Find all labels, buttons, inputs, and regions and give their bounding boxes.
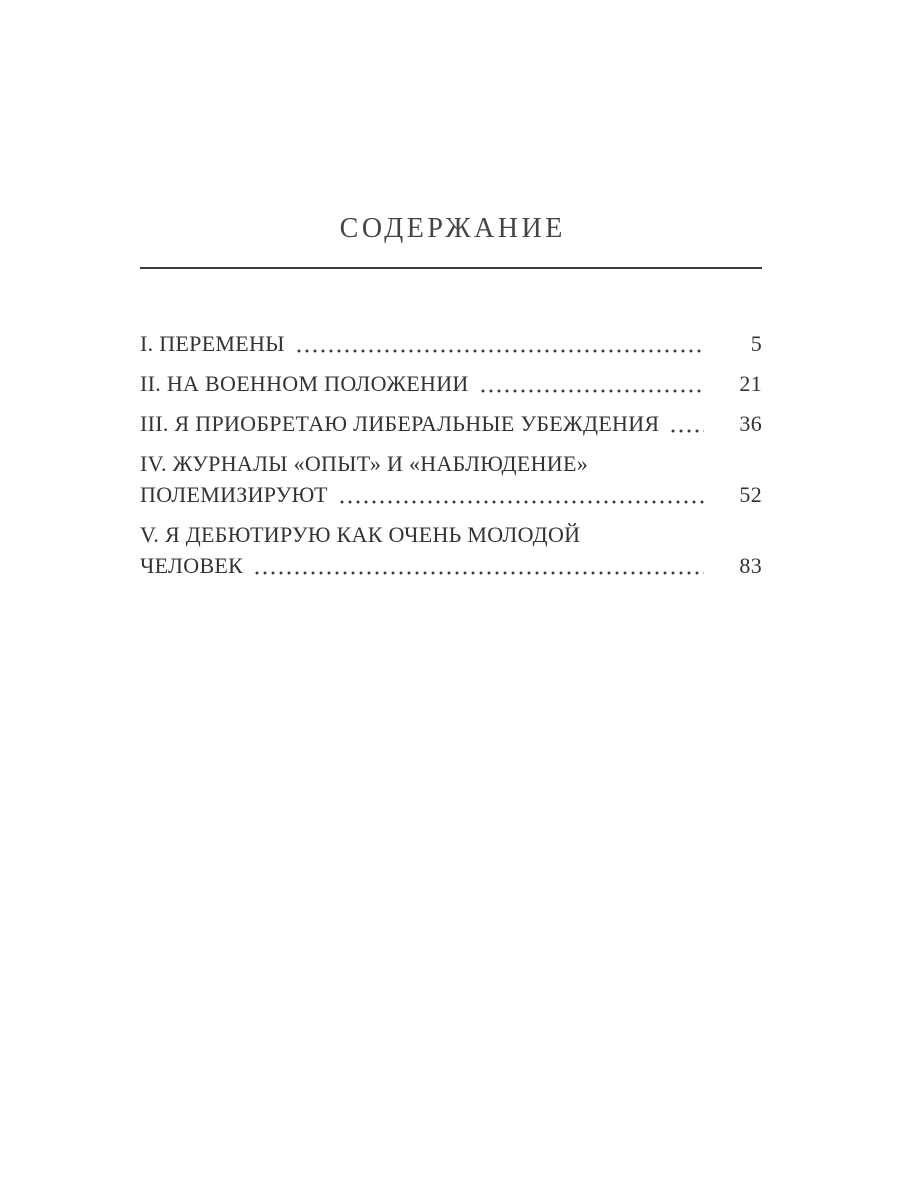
dot-leader (671, 429, 704, 433)
toc-entry-page-number: 21 (739, 371, 762, 396)
toc-entry (140, 368, 762, 399)
toc-entry-continuation: ПОЛЕМИЗИРУЮТ (140, 482, 328, 507)
toc-content (140, 0, 762, 581)
toc-entry (140, 328, 762, 359)
toc-entry-label: IV. ЖУРНАЛЫ «ОПЫТ» И «НАБЛЮДЕНИЕ» (140, 451, 588, 476)
toc-entry (140, 448, 762, 510)
dot-leader (481, 389, 704, 393)
toc-entry-label: II. НА ВОЕННОМ ПОЛОЖЕНИИ (140, 371, 469, 396)
title-divider-rule (140, 267, 762, 269)
toc-entry-page-number: 83 (739, 553, 762, 578)
toc-list (140, 328, 762, 581)
toc-entry-continuation: ЧЕЛОВЕК (140, 553, 244, 578)
toc-entry-page-number: 5 (750, 331, 762, 356)
dot-leader (255, 571, 704, 575)
toc-entry-label: V. Я ДЕБЮТИРУЮ КАК ОЧЕНЬ МОЛОДОЙ (140, 522, 581, 547)
page-title: СОДЕРЖАНИЕ (339, 213, 566, 244)
toc-entry-label: I. ПЕРЕМЕНЫ (140, 331, 285, 356)
dot-leader (297, 349, 704, 353)
toc-entry-label: III. Я ПРИОБРЕТАЮ ЛИБЕРАЛЬНЫЕ УБЕЖДЕНИЯ (140, 411, 660, 436)
toc-entry-page-number: 36 (739, 411, 762, 436)
dot-leader (340, 500, 704, 504)
toc-entry (140, 408, 762, 439)
toc-entry-page-number: 52 (739, 482, 762, 507)
toc-entry (140, 519, 762, 581)
